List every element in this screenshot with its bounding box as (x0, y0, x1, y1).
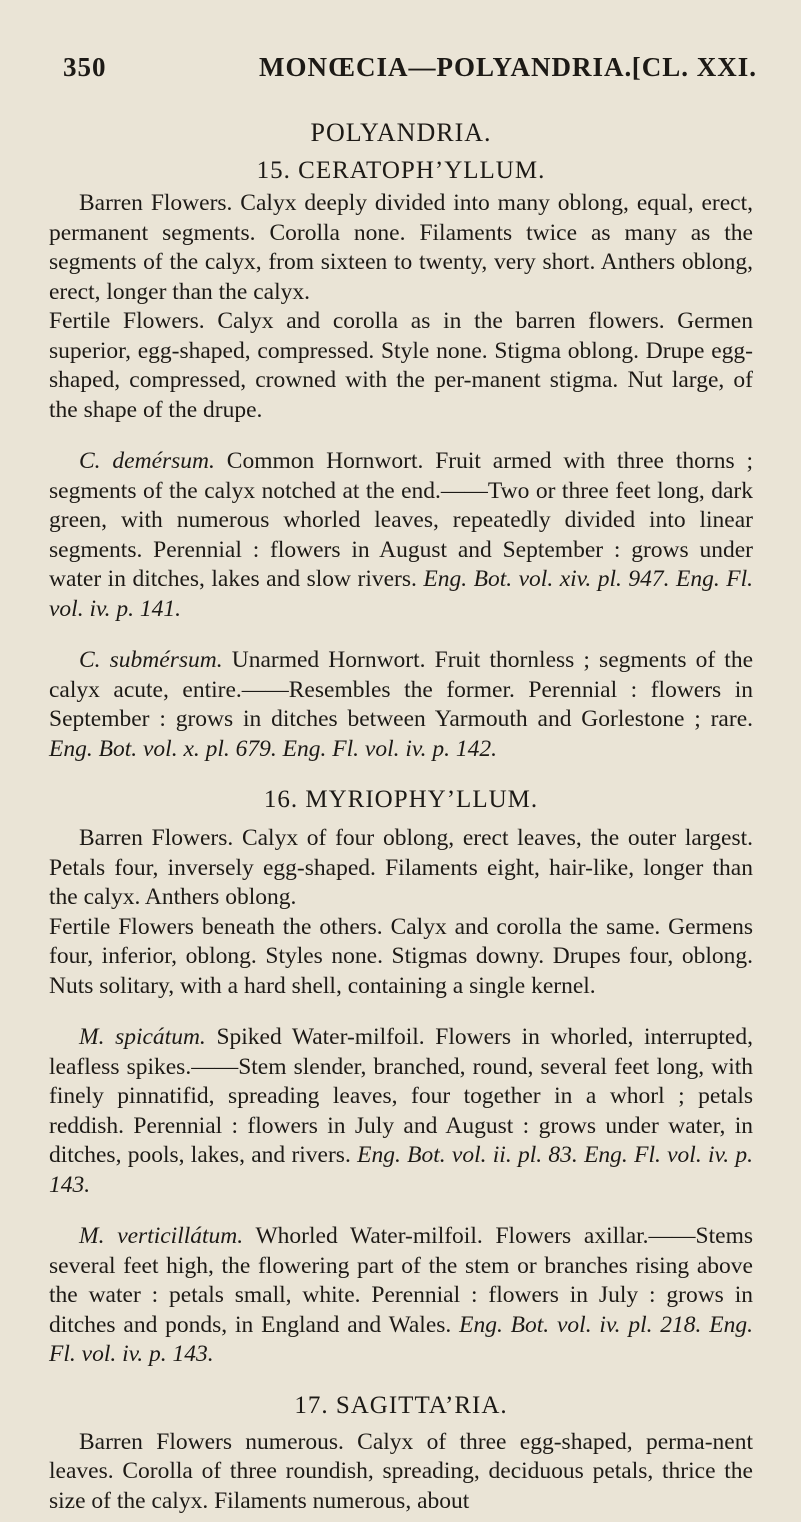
running-title: MONŒCIA—POLYANDRIA. (259, 52, 633, 82)
running-header (49, 52, 757, 92)
genus-heading: 17. SAGITTA’RIA. (294, 1391, 508, 1419)
barren-flowers-text: Barren Flowers. Calyx of four oblong, erect leaves, the outer largest. Petals four, inversely egg-shaped. Filaments eight, hair-like, longer than the calyx. Anthers oblong. (49, 825, 753, 910)
species-text: Whorled Water-milfoil. Flowers axillar.——Stems several feet high, the flowering part of the stem or branches rising above the water : petals small, white. Perennial : flowers in July : grows in ditches and ponds, in England and Wales. (49, 1223, 753, 1338)
order-title: POLYANDRIA. (310, 118, 492, 147)
species-reference: Eng. Bot. vol. xiv. pl. 947. (423, 566, 670, 592)
species-name: M. verticillátum. (79, 1223, 244, 1249)
barren-flowers-text: Barren Flowers. Calyx deeply divided into many oblong, equal, erect, permanent segments. Corolla none. Filaments twice as many as the segments of the calyx, from sixteen to twenty, very short. Anthers oblong, erect, longer than the calyx. (49, 190, 753, 305)
species-entry (49, 1222, 753, 1370)
fertile-flowers-text: Fertile Flowers beneath the others. Calyx and corolla the same. Germens four, inferior, oblong. Styles none. Stigmas downy. Drupes four, oblong. Nuts solitary, with a hard shell, containing a single kernel. (49, 913, 753, 999)
species-text: Common Hornwort. Fruit armed with three thorns ; segments of the calyx notched at the end.——Two or three feet long, dark green, with numerous whorled leaves, repeatedly divided into linear segments. Perennial : flowers in August and September : grows under water in ditches, lakes and slow rivers. (49, 448, 753, 592)
genus-heading: 16. MYRIOPHY’LLUM. (263, 786, 539, 813)
species-reference: Eng. Fl. vol. iv. p. 141. (49, 566, 754, 622)
species-reference: Eng. Fl. vol. iv. p. 143. (49, 1311, 753, 1367)
class-label: [CL. XXI. (631, 52, 757, 82)
page-number: 350 (63, 52, 107, 82)
species-entry (49, 646, 753, 764)
species-name: C. demérsum. (79, 448, 215, 474)
species-text: Spiked Water-milfoil. Flowers in whorled, interrupted, leafless spikes.——Stem slender, branched, round, several feet long, with finely pinnatifid, spreading leaves, four together in a whorl ; petals reddish. Perennial : flowers in July and August : grows under water, in ditches, pools, lakes, and rivers. (49, 1024, 753, 1168)
genus-description (49, 824, 753, 1001)
genus-heading: 15. CERATOPH’YLLUM. (256, 157, 546, 184)
species-name: C. submérsum. (79, 647, 223, 673)
genus-description (49, 189, 753, 425)
species-entry (49, 1023, 753, 1200)
species-reference: Eng. Fl. vol. iv. p. 143. (49, 1142, 753, 1198)
species-reference: Eng. Bot. vol. ii. pl. 83. (357, 1142, 578, 1168)
species-name: M. spicátum. (79, 1024, 206, 1050)
species-entry (49, 447, 753, 624)
species-text: Unarmed Hornwort. Fruit thornless ; segments of the calyx acute, entire.——Resembles the former. Perennial : flowers in September : grows in ditches between Yarmouth and Gorlestone ; rare. (49, 647, 754, 732)
fertile-flowers-text: Fertile Flowers. Calyx and corolla as in the barren flowers. Germen superior, egg-shaped, compressed. Style none. Stigma oblong. Drupe egg-shaped, compressed, crowned with the per-manent stigma. Nut large, of the shape of the drupe. (49, 308, 753, 423)
species-reference: Eng. Bot. vol. x. pl. 679. (49, 735, 277, 762)
page-body (49, 115, 753, 1522)
species-reference: Eng. Fl. vol. iv. p. 142. (282, 735, 497, 762)
species-reference: Eng. Bot. vol. iv. pl. 218. (459, 1311, 702, 1338)
barren-flowers-text: Barren Flowers numerous. Calyx of three egg-shaped, perma-nent leaves. Corolla of three roundish, spreading, deciduous petals, thrice the size of the calyx. Filaments numerous, about (49, 1428, 753, 1514)
